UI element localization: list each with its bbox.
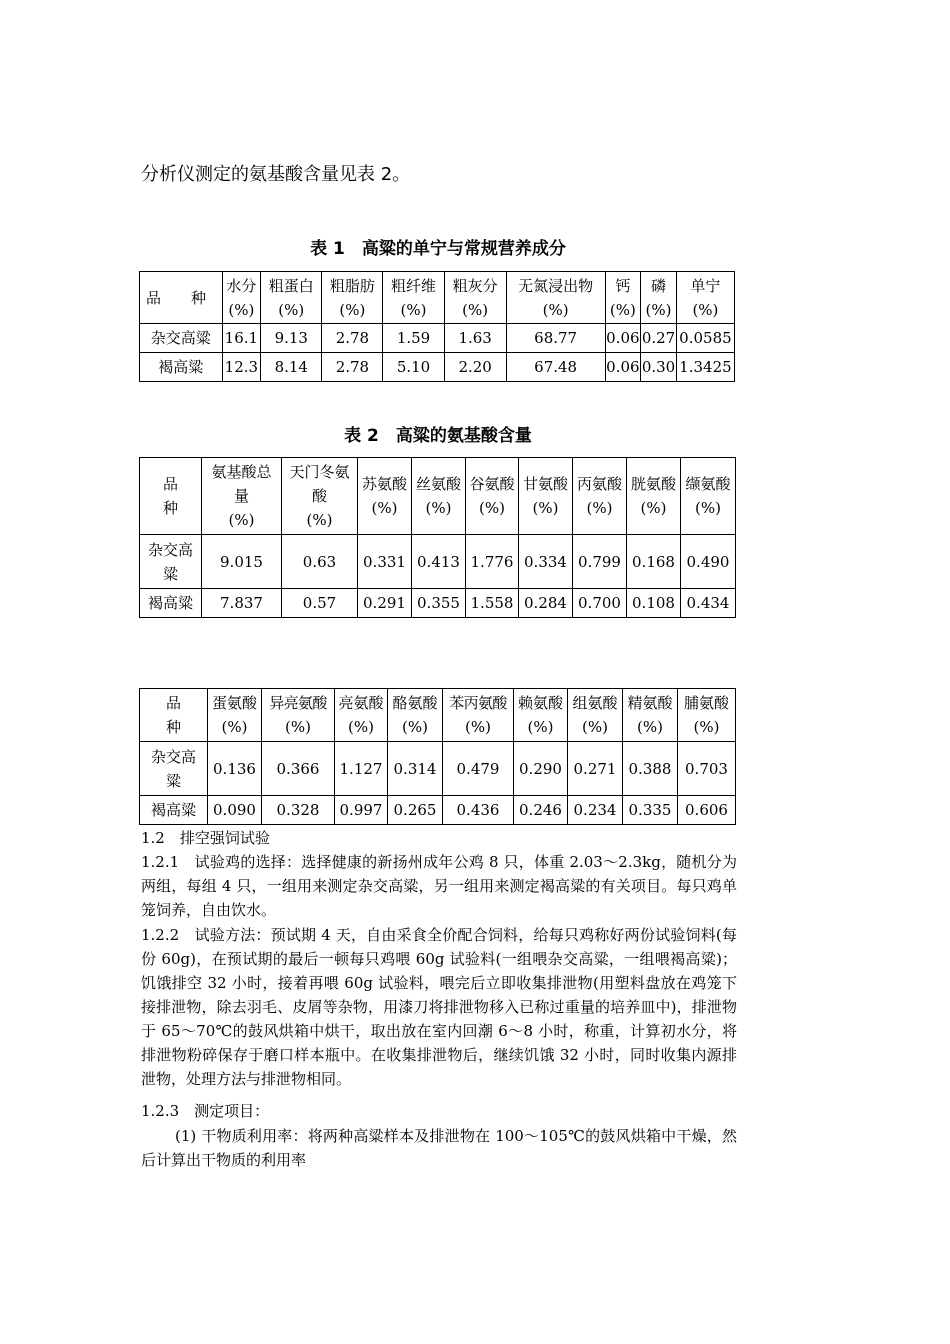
cell: 0.703 [678, 742, 736, 796]
cell: 0.265 [388, 796, 443, 825]
cell: 0.291 [358, 589, 412, 618]
table1-col-crude-ash: 粗灰分 (%) [444, 272, 506, 324]
cell: 0.328 [262, 796, 335, 825]
section-1-2-3-heading: 1.2.3 测定项目： [141, 1102, 270, 1120]
cell: 2.78 [322, 353, 383, 382]
table2-col-glycine: 甘氨酸 (%) [519, 458, 573, 535]
cell: 0.479 [443, 742, 514, 796]
cell: 0.606 [678, 796, 736, 825]
cell: 0.090 [208, 796, 262, 825]
cell: 0.413 [412, 535, 466, 589]
table-row [140, 589, 736, 618]
table3 [139, 688, 736, 825]
table3-variety-header: 品 种 [140, 689, 208, 742]
table1 [139, 271, 735, 382]
table1-variety-header: 品 种 [140, 272, 223, 324]
table2 [139, 457, 736, 618]
table1-col-calcium: 钙 (%) [605, 272, 641, 324]
cell: 12.3 [222, 353, 261, 382]
cell: 0.06 [605, 353, 641, 382]
cell: 0.234 [568, 796, 623, 825]
cell: 0.30 [641, 353, 677, 382]
table-row [140, 353, 735, 382]
cell: 0.997 [335, 796, 388, 825]
cell: 0.0585 [676, 324, 734, 353]
cell: 1.776 [466, 535, 519, 589]
cell: 0.290 [514, 742, 568, 796]
table-row [140, 742, 736, 796]
cell: 0.490 [681, 535, 736, 589]
cell: 9.13 [261, 324, 322, 353]
table2-col-serine: 丝氨酸 (%) [412, 458, 466, 535]
cell: 67.48 [506, 353, 605, 382]
table1-col-crude-protein: 粗蛋白 (%) [261, 272, 322, 324]
table1-col-nfe: 无氮浸出物 (%) [506, 272, 605, 324]
table2-col-cystine: 胱氨酸 (%) [627, 458, 681, 535]
cell: 0.314 [388, 742, 443, 796]
cell: 0.434 [681, 589, 736, 618]
cell: 0.436 [443, 796, 514, 825]
table3-col-lysine: 赖氨酸 (%) [514, 689, 568, 742]
cell: 0.271 [568, 742, 623, 796]
section-1-2-1-paragraph: 1.2.1 试验鸡的选择：选择健康的新扬州成年公鸡 8 只，体重 2.03～2.3kg，随机分为两组，每组 4 只，一组用来测定杂交高粱，另一组用来测定褐高粱的有关项目。每只鸡单笼饲养，自由饮水。 [141, 853, 737, 919]
table1-col-crude-fat: 粗脂肪 (%) [322, 272, 383, 324]
table3-col-phenylalanine: 苯丙氨酸 (%) [443, 689, 514, 742]
table-row [140, 535, 736, 589]
table2-col-glutamic: 谷氨酸 (%) [466, 458, 519, 535]
cell: 9.015 [202, 535, 282, 589]
cell: 0.108 [627, 589, 681, 618]
cell: 0.57 [282, 589, 358, 618]
row-variety: 杂交高 粱 [140, 742, 208, 796]
section-1-2-heading: 1.2 排空强饲试验 [141, 829, 270, 847]
table2-col-aspartic: 天门冬氨 酸 (%) [282, 458, 358, 535]
cell: 0.06 [605, 324, 641, 353]
row-variety: 杂交高 粱 [140, 535, 202, 589]
cell: 0.366 [262, 742, 335, 796]
cell: 0.63 [282, 535, 358, 589]
cell: 0.334 [519, 535, 573, 589]
cell: 16.1 [222, 324, 261, 353]
cell: 2.20 [444, 353, 506, 382]
cell: 0.168 [627, 535, 681, 589]
cell: 0.700 [573, 589, 627, 618]
cell: 1.3425 [676, 353, 734, 382]
table3-col-tyrosine: 酪氨酸 (%) [388, 689, 443, 742]
cell: 1.558 [466, 589, 519, 618]
cell: 68.77 [506, 324, 605, 353]
row-variety: 杂交高粱 [140, 324, 223, 353]
row-variety: 褐高粱 [140, 796, 208, 825]
table-row [140, 324, 735, 353]
cell: 0.27 [641, 324, 677, 353]
table3-col-isoleucine: 异亮氨酸 (%) [262, 689, 335, 742]
table-row [140, 796, 736, 825]
cell: 2.78 [322, 324, 383, 353]
table3-col-leucine: 亮氨酸 (%) [335, 689, 388, 742]
table3-col-proline: 脯氨酸 (%) [678, 689, 736, 742]
cell: 0.799 [573, 535, 627, 589]
cell: 0.246 [514, 796, 568, 825]
table2-col-threonine: 苏氨酸 (%) [358, 458, 412, 535]
table1-col-crude-fiber: 粗纤维 (%) [383, 272, 444, 324]
cell: 1.127 [335, 742, 388, 796]
table3-col-arginine: 精氨酸 (%) [623, 689, 678, 742]
intro-text: 分析仪测定的氨基酸含量见表 2。 [141, 164, 411, 185]
table1-col-tannin: 单宁 (%) [676, 272, 734, 324]
table2-caption: 表 2 高粱的氨基酸含量 [344, 426, 532, 446]
row-variety: 褐高粱 [140, 353, 223, 382]
cell: 0.136 [208, 742, 262, 796]
table1-col-phosphorus: 磷 (%) [641, 272, 677, 324]
cell: 0.355 [412, 589, 466, 618]
table2-col-total-amino: 氨基酸总 量 (%) [202, 458, 282, 535]
cell: 1.59 [383, 324, 444, 353]
table2-variety-header: 品 种 [140, 458, 202, 535]
cell: 0.284 [519, 589, 573, 618]
table1-col-water: 水分 (%) [222, 272, 261, 324]
cell: 1.63 [444, 324, 506, 353]
table3-col-histidine: 组氨酸 (%) [568, 689, 623, 742]
cell: 0.331 [358, 535, 412, 589]
cell: 5.10 [383, 353, 444, 382]
row-variety: 褐高粱 [140, 589, 202, 618]
section-1-2-2-paragraph: 1.2.2 试验方法：预试期 4 天，自由采食全价配合饲料，给每只鸡称好两份试验饲料(每份 60g)，在预试期的最后一顿每只鸡喂 60g 试验料(一组喂杂交高粱，一组喂褐高粱)；饥饿排空 32 小时，接着再喂 60g 试验料，喂完后立即收集排泄物(用塑料盘放在鸡笼下接排泄物，除去羽毛、皮屑等杂物，用漆刀将排泄物移入已称过重量的培养皿中)，排泄物于 65～70℃的鼓风烘箱中烘干，取出放在室内回潮 6～8 小时，称重，计算初水分，将排泄物粉碎保存于磨口样本瓶中。在收集排泄物后，继续饥饿 32 小时，同时收集内源排泄物，处理方法与排泄物相同。 [141, 926, 737, 1088]
cell: 7.837 [202, 589, 282, 618]
item-1-paragraph: (1) 干物质利用率：将两种高粱样本及排泄物在 100～105℃的鼓风烘箱中干燥，然后计算出干物质的利用率 [141, 1127, 737, 1169]
table1-caption: 表 1 高粱的单宁与常规营养成分 [310, 239, 566, 259]
cell: 0.335 [623, 796, 678, 825]
cell: 8.14 [261, 353, 322, 382]
cell: 0.388 [623, 742, 678, 796]
table2-col-alanine: 丙氨酸 (%) [573, 458, 627, 535]
table3-col-methionine: 蛋氨酸 (%) [208, 689, 262, 742]
table2-col-valine: 缬氨酸 (%) [681, 458, 736, 535]
